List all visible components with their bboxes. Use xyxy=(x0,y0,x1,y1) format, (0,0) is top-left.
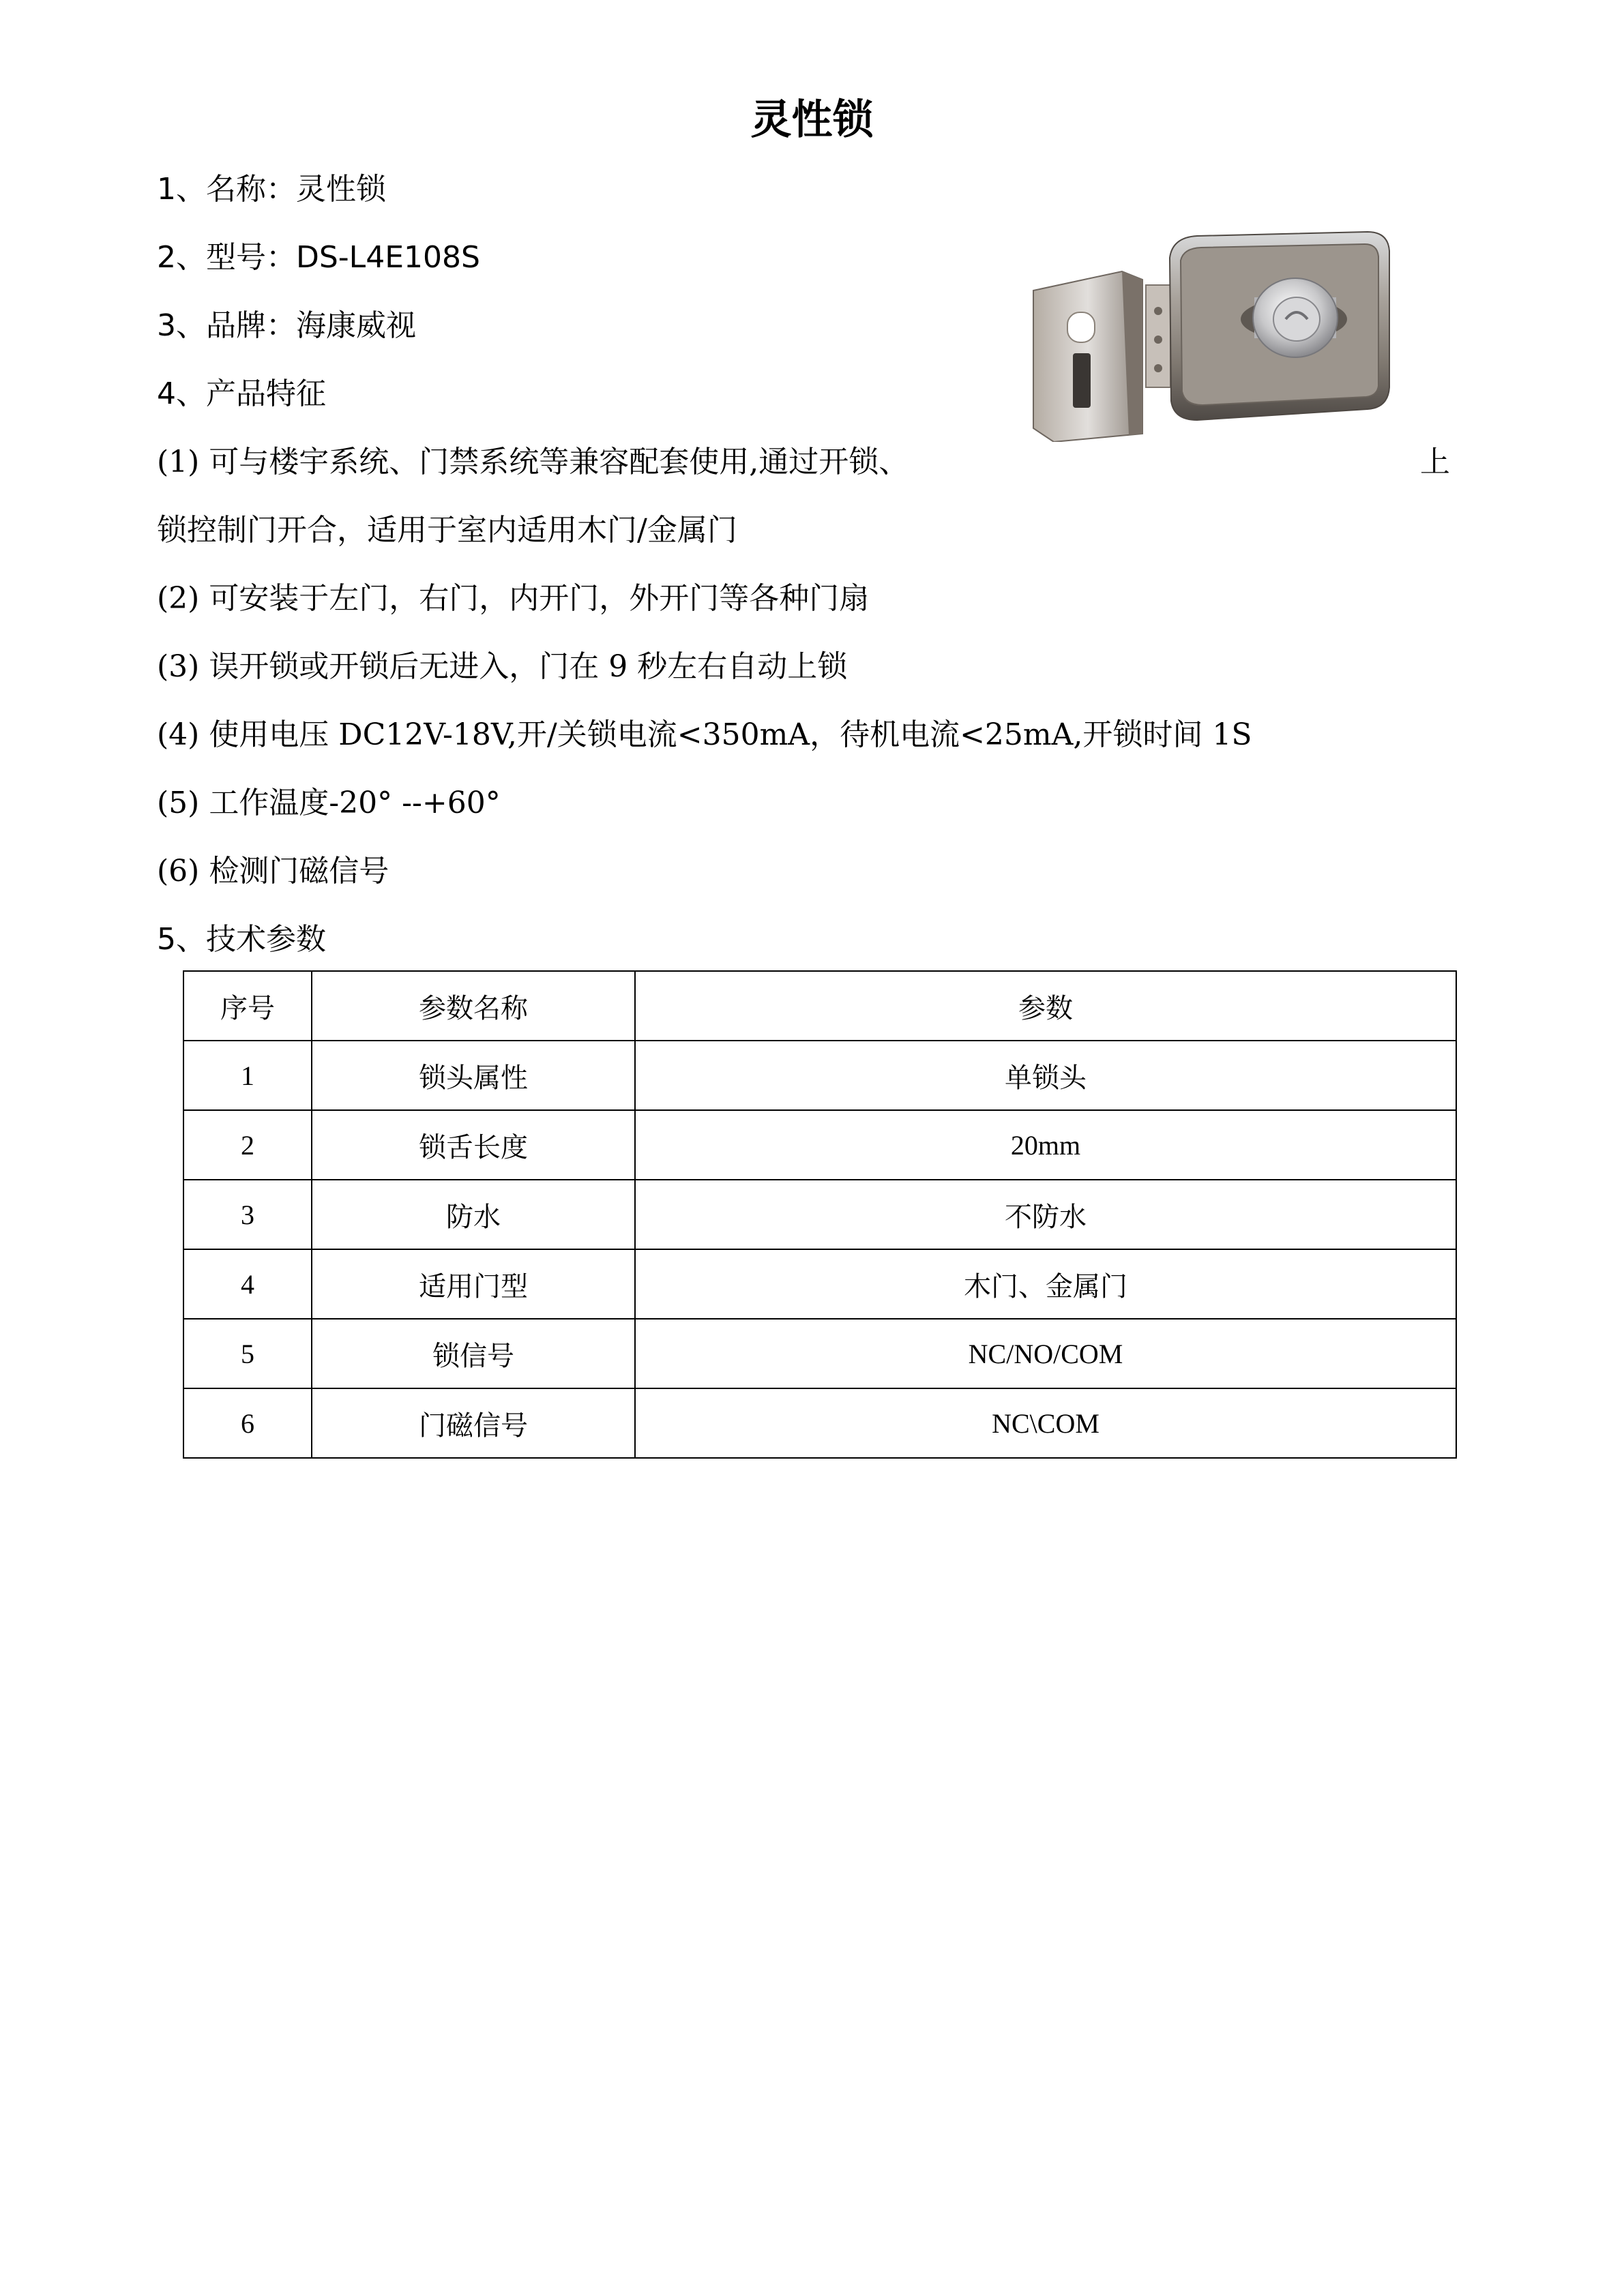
table-cell: 门磁信号 xyxy=(312,1388,635,1458)
header-cell: 序号 xyxy=(183,971,312,1041)
item-name: 1、名称：灵性锁 xyxy=(157,172,386,207)
table-row xyxy=(183,1110,1456,1180)
table-cell: 3 xyxy=(183,1180,312,1249)
electric-lock-image xyxy=(1027,217,1395,442)
table-cell: 适用门型 xyxy=(312,1249,635,1319)
feature-1-line-2: 锁控制门开合，适用于室内适用木门/金属门 xyxy=(157,513,737,548)
table-cell: 4 xyxy=(183,1249,312,1319)
table-cell: 锁头属性 xyxy=(312,1041,635,1110)
table-cell: 5 xyxy=(183,1319,312,1388)
feature-1-line-1-end: 上 xyxy=(1420,445,1450,479)
table-cell: 不防水 xyxy=(635,1180,1456,1249)
table-row xyxy=(183,1041,1456,1110)
feature-3: (3) 误开锁或开锁后无进入，门在 9 秒左右自动上锁 xyxy=(157,649,848,684)
features-heading: 4、产品特征 xyxy=(157,376,326,411)
table-row xyxy=(183,1180,1456,1249)
table-cell: 6 xyxy=(183,1388,312,1458)
table-cell: NC/NO/COM xyxy=(635,1319,1456,1388)
table-cell: 木门、金属门 xyxy=(635,1249,1456,1319)
table-cell: NC\COM xyxy=(635,1388,1456,1458)
table-cell: 单锁头 xyxy=(635,1041,1456,1110)
table-cell: 20mm xyxy=(635,1110,1456,1180)
table-row xyxy=(183,1319,1456,1388)
table-header-row xyxy=(183,971,1456,1041)
table-row xyxy=(183,1249,1456,1319)
table-cell: 1 xyxy=(183,1041,312,1110)
table-row xyxy=(183,1388,1456,1458)
header-cell: 参数名称 xyxy=(312,971,635,1041)
item-model: 2、型号：DS-L4E108S xyxy=(157,240,480,275)
table-cell: 防水 xyxy=(312,1180,635,1249)
feature-1-line-1: (1) 可与楼宇系统、门禁系统等兼容配套使用,通过开锁、 xyxy=(157,445,909,479)
table-cell: 锁信号 xyxy=(312,1319,635,1388)
page-title: 灵性锁 xyxy=(750,96,874,144)
feature-4: (4) 使用电压 DC12V-18V,开/关锁电流<350mA，待机电流<25mA,开锁时间 1S xyxy=(157,717,1252,752)
feature-2: (2) 可安装于左门，右门，内开门，外开门等各种门扇 xyxy=(157,581,870,616)
tech-heading: 5、技术参数 xyxy=(157,922,326,957)
item-brand: 3、品牌：海康威视 xyxy=(157,308,416,343)
feature-6: (6) 检测门磁信号 xyxy=(157,854,389,889)
table-cell: 锁舌长度 xyxy=(312,1110,635,1180)
table-cell: 2 xyxy=(183,1110,312,1180)
tech-params-table xyxy=(183,970,1457,1459)
feature-5: (5) 工作温度-20° --+60° xyxy=(157,786,501,820)
header-cell: 参数 xyxy=(635,971,1456,1041)
